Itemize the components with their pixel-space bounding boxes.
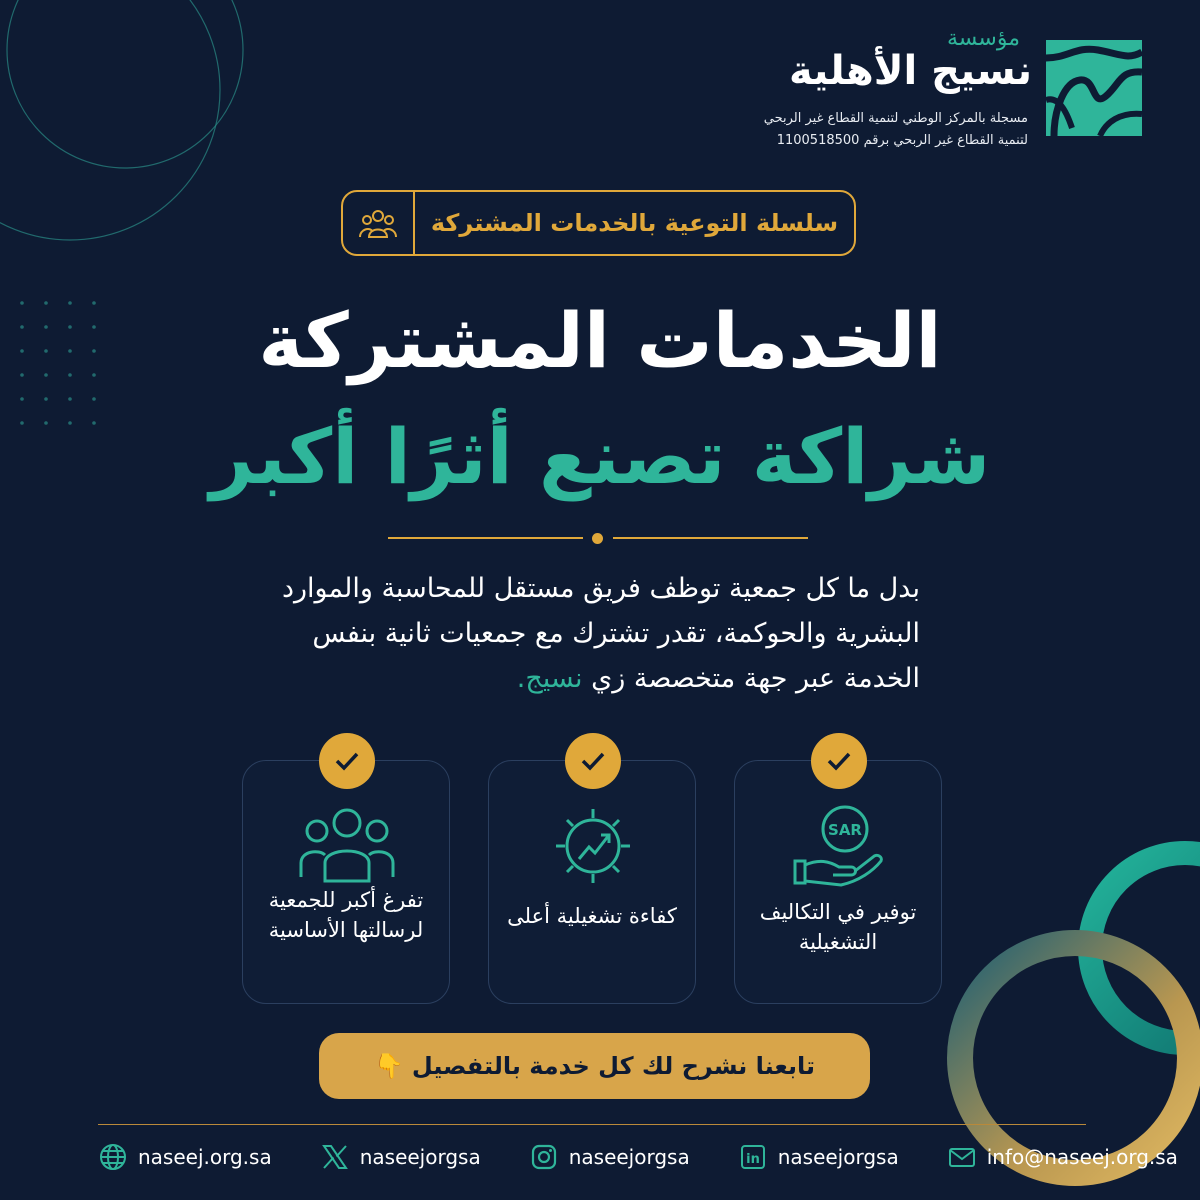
sar-hand-icon: [789, 801, 889, 891]
footer-linkedin[interactable]: [738, 1142, 899, 1172]
x-logo-icon: [320, 1142, 350, 1172]
footer-x[interactable]: [320, 1142, 481, 1172]
benefit-card-efficiency: [488, 760, 696, 1004]
brand-registration: [764, 108, 1028, 152]
intro-paragraph: [240, 566, 920, 701]
series-badge: [341, 190, 856, 256]
intro-text: بدل ما كل جمعية توظف فريق مستقل للمحاسبة والموارد البشرية والحوكمة، تقدر تشترك مع جمعيات ثانية بنفس الخدمة عبر جهة متخصصة زي: [281, 573, 920, 694]
instagram-icon: [529, 1142, 559, 1172]
check-icon: [811, 733, 867, 789]
group-people-icon: [358, 205, 398, 241]
linkedin-handle: naseejorgsa: [777, 1145, 899, 1169]
email-text: info@naseej.org.sa: [986, 1145, 1178, 1169]
svg-text:in: in: [745, 1152, 760, 1167]
check-icon: [319, 733, 375, 789]
series-label: سلسلة التوعية بالخدمات المشتركة: [430, 209, 839, 237]
globe-icon: [98, 1142, 128, 1172]
team-icon: [297, 801, 397, 891]
registration-line-1: مسجلة بالمركز الوطني لتنمية القطاع غير الربحي: [763, 111, 1028, 126]
instagram-handle: naseejorgsa: [568, 1145, 690, 1169]
page-title: الخدمات المشتركة: [258, 296, 942, 385]
brand-name: نسيج الأهلية: [789, 48, 1032, 94]
footer-divider: [98, 1124, 1086, 1125]
brand-org-type: مؤسسة: [946, 26, 1020, 51]
cta-label: تابعنا نشرح لك كل خدمة بالتفصيل: [411, 1052, 816, 1080]
pointing-down-emoji: 👇: [374, 1052, 404, 1080]
benefit-label: تفرغ أكبر للجمعية لرسالتها الأساسية: [268, 888, 424, 942]
benefit-card-focus: [242, 760, 450, 1004]
benefit-label: كفاءة تشغيلية أعلى: [507, 904, 677, 928]
follow-cta-button[interactable]: [319, 1033, 870, 1099]
gear-growth-icon: [543, 801, 643, 891]
divider: [388, 533, 808, 543]
footer-website[interactable]: [98, 1142, 272, 1172]
footer-instagram[interactable]: [529, 1142, 690, 1172]
footer-email[interactable]: [947, 1142, 1178, 1172]
benefit-card-cost: [734, 760, 942, 1004]
x-handle: naseejorgsa: [359, 1145, 481, 1169]
mail-icon: [947, 1142, 977, 1172]
benefit-label: توفير في التكاليف التشغيلية: [759, 900, 917, 954]
intro-highlight: نسيج.: [516, 663, 583, 694]
check-icon: [565, 733, 621, 789]
registration-line-2: لتنمية القطاع غير الربحي برقم 1100518500: [776, 133, 1028, 148]
sar-icon-text: SAR: [828, 821, 862, 839]
website-text: naseej.org.sa: [138, 1145, 272, 1169]
page-subtitle: شراكة تصنع أثرًا أكبر: [209, 412, 991, 501]
naseej-logo-icon: [1046, 40, 1142, 136]
linkedin-icon: [738, 1142, 768, 1172]
footer-contacts: [98, 1135, 1178, 1179]
